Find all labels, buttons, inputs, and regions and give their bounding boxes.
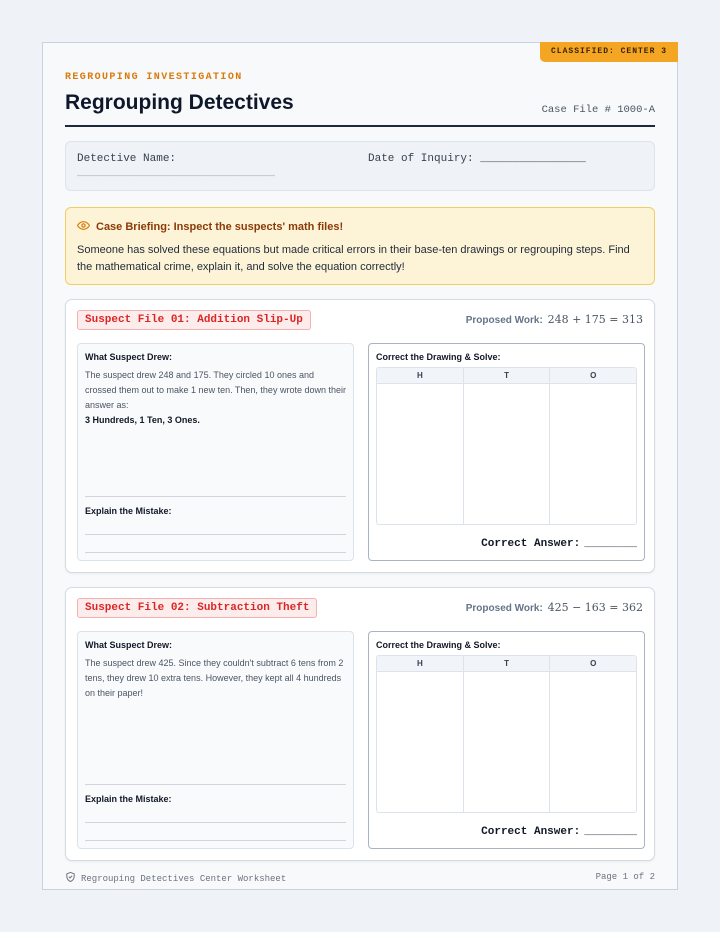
explain-mistake-label: Explain the Mistake: — [85, 794, 172, 804]
tens-column[interactable] — [464, 368, 551, 524]
detective-name-field[interactable]: Detective Name: — [77, 153, 177, 165]
case-file-number: Case File # 1000-A — [541, 104, 655, 116]
explain-mistake-label: Explain the Mistake: — [85, 506, 172, 516]
ones-column[interactable] — [550, 656, 636, 812]
suspect-description-text: The suspect drew 425. Since they couldn't subtract 6 tens from 2 tens, they drew 10 extra tens. However, they kept all 4 hundreds on their paper! — [85, 658, 344, 698]
proposed-work-label: Proposed Work: — [465, 315, 543, 326]
hundreds-column[interactable] — [377, 656, 464, 812]
proposed-equation: 425 − 163 = 362 — [547, 601, 643, 614]
suspect-tag: Suspect File 01: Addition Slip-Up — [77, 310, 311, 330]
footer-title — [65, 871, 286, 886]
suspect-card-2 — [65, 587, 655, 861]
proposed-work-label: Proposed Work: — [465, 603, 543, 614]
column-header: O — [550, 656, 636, 672]
suspect-answer-text: 3 Hundreds, 1 Ten, 3 Ones. — [85, 415, 200, 425]
tens-column[interactable] — [464, 656, 551, 812]
column-header: T — [464, 368, 550, 384]
suspect-tag: Suspect File 02: Subtraction Theft — [77, 598, 317, 618]
ones-column[interactable] — [550, 368, 636, 524]
suspect-description-text: The suspect drew 248 and 175. They circled 10 ones and crossed them out to make 1 new ten. Then, they wrote down their answer as: — [85, 370, 346, 410]
solve-panel — [368, 631, 645, 849]
correct-drawing-label: Correct the Drawing & Solve: — [376, 640, 501, 650]
footer-label: Regrouping Detectives Center Worksheet — [81, 873, 287, 884]
suspect-description — [85, 368, 346, 428]
correct-answer-label: Correct Answer: — [481, 538, 581, 550]
column-header: T — [464, 656, 550, 672]
section-divider — [85, 784, 346, 785]
briefing-text: Someone has solved these equations but made critical errors in their base-ten drawings or regrouping steps. Find the mathematical crime, explain it, and solve the equation correctly! — [77, 244, 630, 273]
detective-info-box — [65, 141, 655, 191]
page-number: Page 1 of 2 — [595, 872, 655, 882]
eye-icon — [77, 219, 90, 235]
what-suspect-drew-label: What Suspect Drew: — [85, 640, 173, 650]
detective-name-line[interactable]: ______________________________ — [77, 167, 276, 179]
briefing-heading: Case Briefing: Inspect the suspects' math files! — [96, 221, 344, 233]
explain-answer-line[interactable] — [85, 552, 346, 553]
shield-check-icon — [65, 871, 76, 886]
column-header: O — [550, 368, 636, 384]
proposed-work — [466, 313, 643, 326]
correct-drawing-label: Correct the Drawing & Solve: — [376, 352, 501, 362]
correct-answer-blank[interactable]: ________ — [584, 826, 637, 838]
date-of-inquiry-field[interactable]: Date of Inquiry: ________________ — [368, 153, 586, 165]
suspect-drawing-panel — [77, 343, 354, 561]
column-header: H — [377, 656, 463, 672]
case-briefing — [65, 207, 655, 285]
hundreds-column[interactable] — [377, 368, 464, 524]
place-value-chart[interactable] — [376, 655, 637, 813]
proposed-equation: 248 + 175 = 313 — [547, 313, 643, 326]
title-divider — [65, 125, 655, 127]
suspect-drawing-panel — [77, 631, 354, 849]
what-suspect-drew-label: What Suspect Drew: — [85, 352, 173, 362]
correct-answer-blank[interactable]: ________ — [584, 538, 637, 550]
proposed-work — [466, 601, 643, 614]
solve-panel — [368, 343, 645, 561]
section-divider — [85, 496, 346, 497]
suspect-description — [85, 656, 346, 701]
column-header: H — [377, 368, 463, 384]
explain-answer-line[interactable] — [85, 822, 346, 823]
explain-answer-line[interactable] — [85, 534, 346, 535]
correct-answer — [481, 826, 637, 838]
worksheet-page — [42, 42, 678, 890]
place-value-chart[interactable] — [376, 367, 637, 525]
page-title: Regrouping Detectives — [65, 91, 294, 114]
classified-badge: CLASSIFIED: CENTER 3 — [540, 42, 678, 62]
correct-answer-label: Correct Answer: — [481, 826, 581, 838]
suspect-card-1 — [65, 299, 655, 573]
explain-answer-line[interactable] — [85, 840, 346, 841]
eyebrow-label: REGROUPING INVESTIGATION — [65, 72, 243, 83]
correct-answer — [481, 538, 637, 550]
